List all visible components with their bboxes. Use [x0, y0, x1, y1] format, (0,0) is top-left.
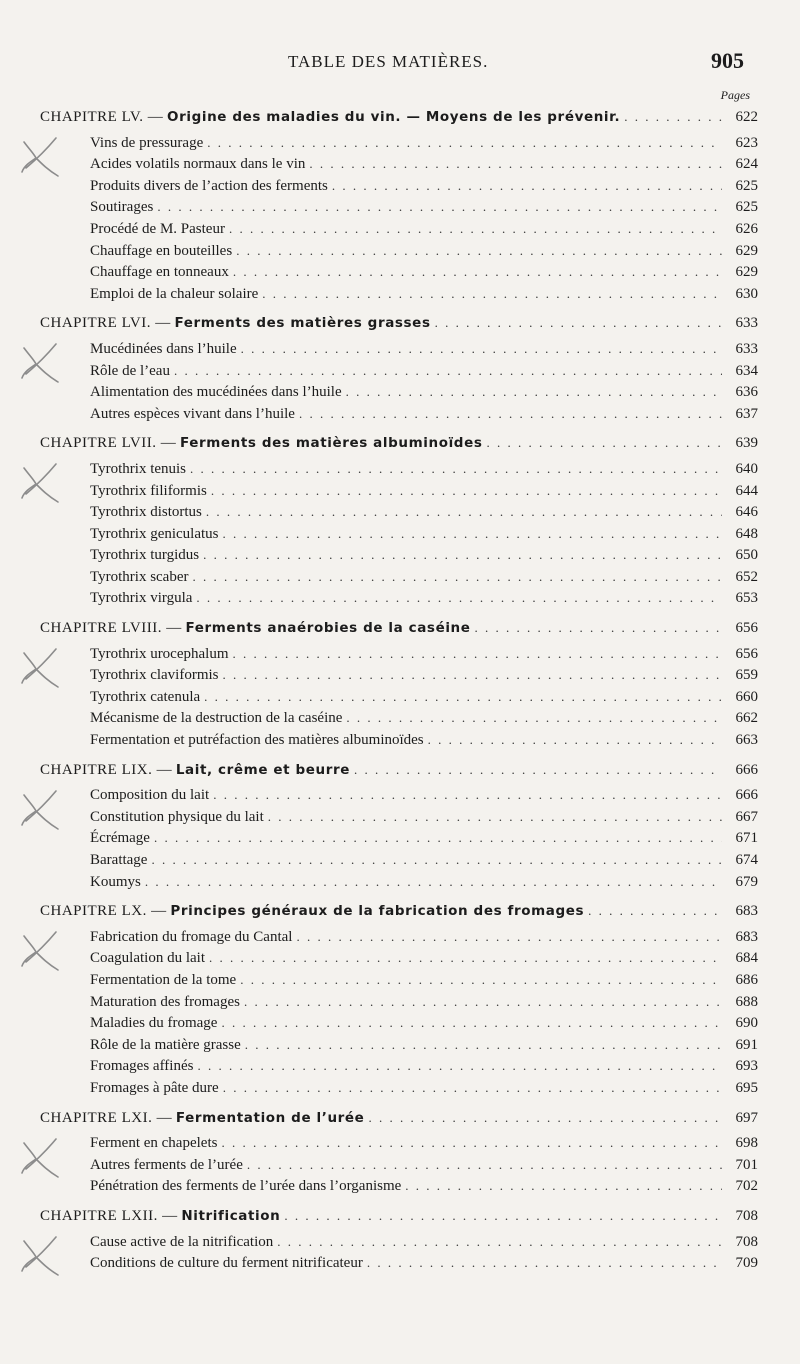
entry-label: Maturation des fromages: [90, 993, 240, 1010]
entry-label: Chauffage en bouteilles: [90, 242, 233, 259]
chapter-heading: [40, 901, 584, 923]
entry-label: Rôle de l’eau: [90, 362, 170, 379]
pencil-mark-icon: [16, 132, 64, 182]
entry-page: 625: [735, 199, 758, 216]
dot-leader: [309, 153, 722, 175]
entry-label: Koumys: [90, 873, 141, 890]
dot-leader: [174, 360, 722, 382]
entry-label: Tyrothrix distortus: [90, 504, 202, 521]
running-head: [0, 48, 800, 78]
toc-entry-row: [40, 1154, 758, 1176]
dot-leader: [221, 1012, 722, 1034]
entry-page: 708: [735, 1233, 758, 1250]
entry-label: Barattage: [90, 852, 148, 868]
chapter-heading-row: [40, 759, 758, 781]
dot-leader: [233, 261, 722, 283]
toc-entry-row: [40, 196, 758, 218]
dot-leader: [247, 1154, 722, 1176]
dot-leader: [624, 106, 722, 128]
dot-leader: [277, 1231, 722, 1253]
entry-page: 659: [735, 667, 758, 684]
page-number: 905: [711, 48, 744, 73]
entry-label: Tyrothrix claviformis: [90, 667, 219, 684]
entry-page: 624: [735, 156, 758, 173]
pencil-mark-icon: [16, 1133, 64, 1183]
chapter-title: Fermentation de l’urée: [175, 1109, 365, 1126]
toc-entry-row: [40, 784, 758, 806]
chapter-number: CHAPITRE LVIII. —: [40, 620, 182, 637]
toc-entry-row: [40, 523, 758, 545]
entry-page: 640: [735, 460, 758, 477]
chapter-heading-row: [40, 106, 758, 128]
dot-leader: [244, 991, 722, 1013]
dot-leader: [209, 947, 722, 969]
dot-leader: [213, 784, 722, 806]
entry-label: Fromages affinés: [90, 1058, 194, 1075]
pencil-mark-icon: [16, 926, 64, 976]
entry-label: Ferment en chapelets: [90, 1135, 218, 1152]
entry-page: 695: [735, 1079, 758, 1096]
dot-leader: [229, 218, 722, 240]
entry-page: 656: [735, 645, 758, 662]
dot-leader: [190, 458, 722, 480]
dot-leader: [435, 312, 722, 334]
dot-leader: [154, 827, 722, 849]
dot-leader: [332, 175, 722, 197]
toc-entry-row: [40, 501, 758, 523]
chapter-heading-row: [40, 617, 758, 639]
toc-entry-row: [40, 175, 758, 197]
dot-leader: [262, 283, 722, 305]
dot-leader: [233, 643, 723, 665]
pencil-mark-icon: [16, 338, 64, 388]
entry-page: 637: [735, 405, 758, 422]
entry-page: 630: [735, 285, 758, 302]
toc-entry-row: [40, 806, 758, 828]
dot-leader: [245, 1034, 722, 1056]
chapter-heading: [40, 107, 620, 129]
entry-label: Emploi de la chaleur solaire: [90, 285, 259, 302]
pencil-mark-icon: [16, 785, 64, 835]
chapter-number: CHAPITRE LV. —: [40, 109, 164, 125]
toc-entry-row: [40, 1175, 758, 1197]
chapter-title: Ferments anaérobies de la caséine: [185, 620, 471, 637]
entry-label: Chauffage en tonneaux: [90, 264, 229, 281]
entry-label: Acides volatils normaux dans le vin: [90, 156, 306, 173]
toc-entry-row: [40, 544, 758, 566]
dot-leader: [193, 566, 723, 588]
toc-entry-row: [40, 926, 758, 948]
toc-entry-row: [40, 729, 758, 751]
entry-page: 688: [735, 993, 758, 1010]
toc-entry-row: [40, 664, 758, 686]
entry-page: 625: [735, 177, 758, 194]
toc-entry-row: [40, 403, 758, 425]
entry-page: 629: [735, 264, 758, 281]
chapter-title: Nitrification: [181, 1207, 281, 1224]
entry-page: 634: [735, 362, 758, 379]
entry-label: Fromages à pâte dure: [90, 1079, 219, 1096]
entry-label: Composition du lait: [90, 787, 210, 804]
entry-page: 690: [735, 1015, 758, 1032]
chapter-heading: [40, 1108, 364, 1130]
entry-label: Tyrothrix geniculatus: [90, 525, 219, 542]
chapter-heading: [40, 1206, 280, 1228]
dot-leader: [221, 1132, 722, 1154]
chapter-heading: [40, 433, 482, 455]
dot-leader: [241, 338, 722, 360]
pencil-mark-icon: [16, 643, 64, 693]
toc-entry-row: [40, 381, 758, 403]
dot-leader: [223, 523, 722, 545]
chapter-page: 666: [735, 761, 758, 778]
toc-entry-row: [40, 991, 758, 1013]
toc-entry-row: [40, 827, 758, 849]
chapter-number: CHAPITRE LXI. —: [40, 1109, 173, 1126]
entry-label: Fermentation de la tome: [90, 971, 237, 988]
toc-entry-row: [40, 643, 758, 665]
chapter-heading-row: [40, 312, 758, 334]
dot-leader: [475, 617, 722, 639]
dot-leader: [367, 1252, 722, 1274]
dot-leader: [354, 759, 722, 781]
chapter-page: 656: [735, 620, 758, 637]
dot-leader: [203, 544, 722, 566]
entry-page: 636: [735, 384, 758, 401]
entry-page: 662: [735, 710, 758, 727]
entry-page: 650: [735, 547, 758, 564]
entry-page: 701: [735, 1156, 758, 1173]
dot-leader: [405, 1175, 722, 1197]
entry-page: 644: [735, 482, 758, 499]
chapter-section: [40, 900, 758, 1098]
toc-entry-row: [40, 480, 758, 502]
toc-entry-row: [40, 849, 758, 871]
toc-entry-row: [40, 947, 758, 969]
entry-label: Soutirages: [90, 199, 154, 216]
toc-entry-row: [40, 1012, 758, 1034]
entry-label: Fermentation et putréfaction des matières albuminoïdes: [90, 732, 424, 749]
chapter-title: Origine des maladies du vin. — Moyens de les prévenir.: [167, 109, 621, 125]
toc-entry-row: [40, 969, 758, 991]
chapter-heading-row: [40, 1205, 758, 1227]
toc-entry-row: [40, 1077, 758, 1099]
chapter-section: [40, 432, 758, 609]
chapter-page: 639: [735, 435, 758, 452]
chapter-number: CHAPITRE LIX. —: [40, 761, 173, 778]
chapter-title: Principes généraux de la fabrication des fromages: [170, 903, 585, 920]
entry-label: Tyrothrix tenuis: [90, 460, 187, 477]
dot-leader: [207, 132, 722, 154]
entry-page: 626: [735, 220, 758, 237]
pages-column-label: Pages: [720, 88, 750, 102]
chapter-page: 697: [735, 1109, 758, 1126]
entry-page: 674: [735, 852, 758, 868]
entry-page: 691: [735, 1036, 758, 1053]
entry-label: Constitution physique du lait: [90, 808, 264, 825]
dot-leader: [428, 729, 722, 751]
entry-label: Tyrothrix virgula: [90, 590, 193, 607]
dot-leader: [284, 1205, 722, 1227]
entry-label: Tyrothrix filiformis: [90, 482, 207, 499]
chapter-heading-row: [40, 1107, 758, 1129]
entry-label: Autres espèces vivant dans l’huile: [90, 405, 295, 422]
entry-label: Tyrothrix urocephalum: [90, 645, 229, 662]
chapter-heading: [40, 760, 350, 782]
dot-leader: [196, 587, 722, 609]
entry-page: 648: [735, 525, 758, 542]
chapter-number: CHAPITRE LVII. —: [40, 435, 177, 452]
entry-page: 646: [735, 504, 758, 521]
toc-entry-row: [40, 360, 758, 382]
chapter-number: CHAPITRE LVI. —: [40, 315, 171, 332]
entry-page: 653: [735, 590, 758, 607]
entry-page: 679: [735, 873, 758, 890]
toc-entry-row: [40, 338, 758, 360]
toc-entry-row: [40, 1034, 758, 1056]
dot-leader: [346, 381, 722, 403]
dot-leader: [486, 432, 722, 454]
entry-label: Tyrothrix turgidus: [90, 547, 200, 564]
chapter-page: 622: [735, 109, 758, 125]
toc-entry-row: [40, 686, 758, 708]
entry-page: 693: [735, 1058, 758, 1075]
entry-label: Pénétration des ferments de l’urée dans l’organisme: [90, 1178, 402, 1195]
dot-leader: [204, 686, 722, 708]
chapter-page: 633: [735, 315, 758, 332]
dot-leader: [368, 1107, 722, 1129]
chapter-title: Lait, crême et beurre: [175, 761, 350, 778]
chapter-heading-row: [40, 432, 758, 454]
entry-label: Tyrothrix catenula: [90, 688, 201, 705]
entry-label: Tyrothrix scaber: [90, 568, 189, 585]
entry-page: 684: [735, 950, 758, 967]
dot-leader: [346, 707, 722, 729]
entry-page: 663: [735, 732, 758, 749]
entry-label: Mucédinées dans l’huile: [90, 340, 237, 357]
dot-leader: [236, 240, 722, 262]
entry-page: 666: [735, 787, 758, 804]
entry-page: 686: [735, 971, 758, 988]
chapter-section: [40, 617, 758, 751]
chapter-heading: [40, 618, 471, 640]
toc-entry-row: [40, 218, 758, 240]
dot-leader: [296, 926, 722, 948]
chapter-section: [40, 106, 758, 304]
toc-entry-row: [40, 283, 758, 305]
entry-page: 633: [735, 340, 758, 357]
dot-leader: [588, 900, 722, 922]
toc-entry-row: [40, 458, 758, 480]
chapter-section: [40, 312, 758, 424]
toc-entry-row: [40, 566, 758, 588]
entry-page: 629: [735, 242, 758, 259]
dot-leader: [211, 480, 722, 502]
dot-leader: [223, 664, 722, 686]
toc-entry-row: [40, 1252, 758, 1274]
toc-entry-row: [40, 707, 758, 729]
chapter-title: Ferments des matières grasses: [174, 315, 431, 332]
dot-leader: [157, 196, 722, 218]
entry-page: 660: [735, 688, 758, 705]
entry-label: Coagulation du lait: [90, 950, 205, 967]
chapter-heading: [40, 313, 431, 335]
chapter-section: [40, 759, 758, 893]
entry-page: 671: [735, 830, 758, 847]
dot-leader: [197, 1055, 722, 1077]
pencil-mark-icon: [16, 1231, 64, 1281]
toc-entry-row: [40, 240, 758, 262]
entry-page: 652: [735, 568, 758, 585]
entry-label: Procédé de M. Pasteur: [90, 220, 225, 237]
toc-entry-row: [40, 1055, 758, 1077]
chapter-number: CHAPITRE LXII. —: [40, 1207, 178, 1224]
dot-leader: [268, 806, 722, 828]
entry-page: 667: [735, 808, 758, 825]
chapter-page: 708: [735, 1207, 758, 1224]
dot-leader: [151, 849, 722, 871]
dot-leader: [145, 871, 722, 893]
entry-label: Produits divers de l’action des ferments: [90, 177, 328, 194]
entry-label: Mécanisme de la destruction de la caséine: [90, 710, 343, 727]
chapter-number: CHAPITRE LX. —: [40, 903, 167, 920]
toc-entry-row: [40, 871, 758, 893]
entry-page: 683: [735, 928, 758, 945]
toc-entry-row: [40, 261, 758, 283]
chapter-section: [40, 1107, 758, 1197]
entry-label: Écrémage: [90, 830, 150, 847]
pencil-mark-icon: [16, 458, 64, 508]
dot-leader: [240, 969, 722, 991]
entry-label: Vins de pressurage: [90, 134, 204, 151]
entry-label: Rôle de la matière grasse: [90, 1036, 241, 1053]
chapter-title: Ferments des matières albuminoïdes: [179, 435, 483, 452]
dot-leader: [223, 1077, 722, 1099]
chapter-heading-row: [40, 900, 758, 922]
chapter-page: 683: [735, 903, 758, 920]
entry-page: 702: [735, 1178, 758, 1195]
entry-label: Cause active de la nitrification: [90, 1233, 274, 1250]
entry-label: Autres ferments de l’urée: [90, 1156, 243, 1173]
entry-label: Conditions de culture du ferment nitrificateur: [90, 1255, 363, 1272]
dot-leader: [206, 501, 722, 523]
toc-entry-row: [40, 587, 758, 609]
entry-label: Maladies du fromage: [90, 1015, 218, 1032]
dot-leader: [299, 403, 722, 425]
toc-entry-row: [40, 153, 758, 175]
chapter-section: [40, 1205, 758, 1274]
entry-page: 709: [735, 1255, 758, 1272]
toc-entry-row: [40, 1132, 758, 1154]
table-of-contents: [40, 106, 758, 1282]
entry-page: 698: [735, 1135, 758, 1152]
toc-entry-row: [40, 132, 758, 154]
toc-entry-row: [40, 1231, 758, 1253]
entry-label: Alimentation des mucédinées dans l’huile: [90, 384, 342, 401]
running-title: TABLE DES MATIÈRES.: [288, 52, 489, 71]
entry-page: 623: [735, 134, 758, 151]
entry-label: Fabrication du fromage du Cantal: [90, 928, 293, 945]
